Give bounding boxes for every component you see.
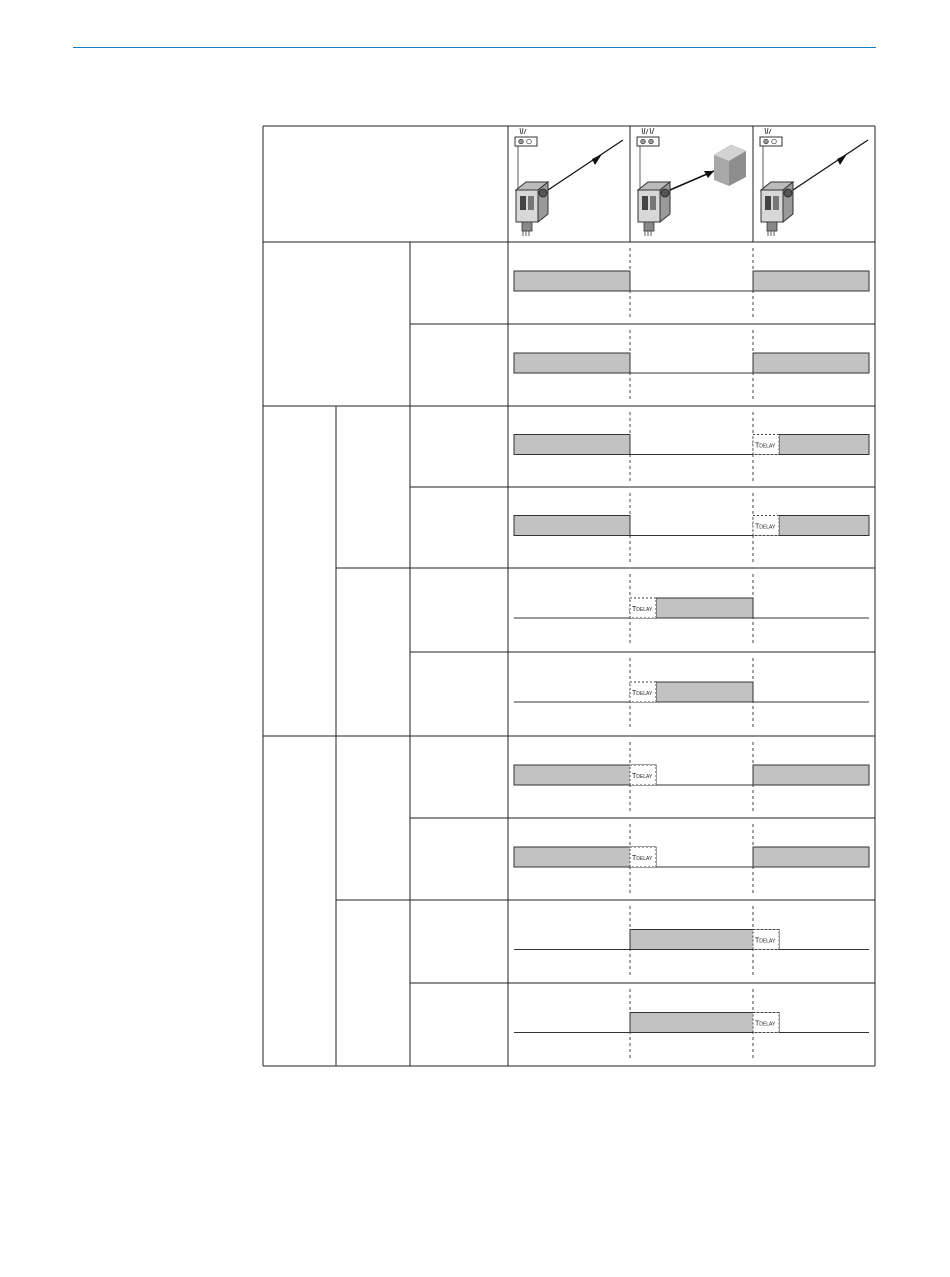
signal-high-segment [779,516,869,536]
sensor-icon [761,182,793,236]
led-indicator-icon [515,128,537,146]
delay-marker [753,930,779,950]
delay-label: TDELAY [755,937,776,945]
beam-arrow-icon [670,171,714,190]
delay-label: TDELAY [632,773,653,780]
beam-arrow-icon [548,140,623,190]
signal-high-segment [514,516,630,536]
signal-high-segment [753,353,869,373]
delay-marker [753,1013,779,1033]
delay-marker [630,847,656,867]
delay-marker [630,765,656,785]
led-indicator-icon [760,128,782,146]
beam-arrow-icon [793,140,868,190]
sensor-icon [516,182,548,236]
delay-label: TDELAY [755,1020,776,1028]
sensor-scene [637,128,746,236]
delay-label: TDELAY [632,606,653,613]
signal-high-segment [753,765,869,785]
delay-marker [753,516,779,536]
delay-marker [630,682,656,702]
signal-rows [514,248,869,1060]
signal-high-segment [514,271,630,291]
signal-high-segment [779,435,869,455]
delay-label: TDELAY [632,690,653,697]
delay-marker [753,435,779,455]
delay-label: TDELAY [632,855,653,862]
signal-high-segment [514,353,630,373]
header-illustrations [515,128,868,236]
sensor-scene [515,128,623,236]
signal-high-segment [514,435,630,455]
delay-label: TDELAY [755,523,776,531]
delay-label: TDELAY [755,442,776,450]
table-grid [263,126,875,1066]
signal-high-segment [753,271,869,291]
delay-marker [630,598,656,618]
signal-high-segment [656,682,753,702]
signal-high-segment [656,598,753,618]
signal-high-segment [753,847,869,867]
led-indicator-icon [637,128,659,146]
object-cube-icon [714,145,746,186]
sensor-icon [638,182,670,236]
sensor-scene [760,128,868,236]
